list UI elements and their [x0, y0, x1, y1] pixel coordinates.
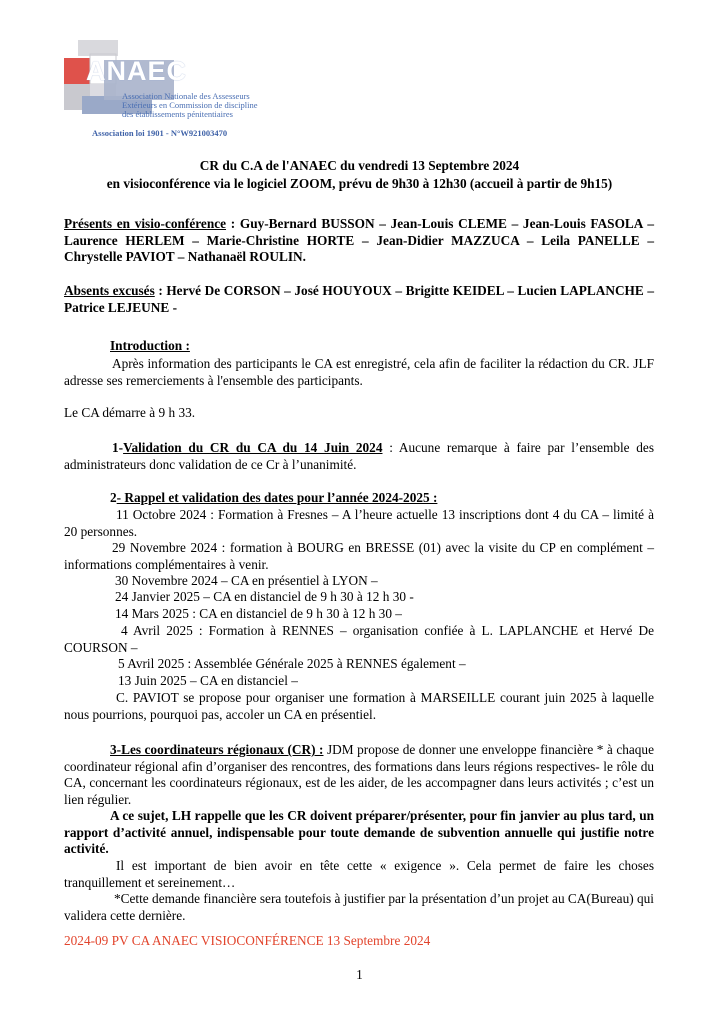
section-2-title: - Rappel et validation des dates pour l’année 2024-2025 :	[116, 490, 438, 505]
date-item-6: 4 Avril 2025 : Formation à RENNES – organisation confiée à L. LAPLANCHE et Hervé De COURSON –	[64, 623, 654, 655]
section-2-heading	[110, 490, 437, 506]
absent-names: : Hervé De CORSON – José HOUYOUX – Brigitte KEIDEL – Lucien LAPLANCHE – Patrice LEJEUNE -	[64, 283, 654, 315]
section-3-bold-reminder: A ce sujet, LH rappelle que les CR doivent préparer/présenter, pour fin janvier au plus tard, un rapport d’activité annuel, indispensable pour toute demande de subvention annuelle qui justifie notre activité.	[64, 808, 654, 857]
present-label: Présents en visio-conférence	[64, 216, 227, 231]
present-paragraph	[64, 216, 654, 266]
document-subtitle: en visioconférence via le logiciel ZOOM, prévu de 9h30 à 12h30 (accueil à partir de 9h15)	[106, 176, 613, 191]
document-title: CR du C.A de l'ANAEC du vendredi 13 Septembre 2024	[199, 158, 520, 173]
date-item-4: 24 Janvier 2025 – CA en distanciel de 9 h 30 à 12 h 30 -	[115, 589, 414, 604]
section-3-text: JDM propose de donner une enveloppe financière * à chaque coordinateur régional afin d’organiser des rencontres, des formations dans leurs régions respectives- le rôle du CA, concernant les coordinateurs régionaux, est de les aider, de les accompagner dans leurs activités ; c’est un lien régulier.	[64, 742, 654, 807]
section-3-paragraph-2: Il est important de bien avoir en tête cette « exigence ». Cela permet de faire les choses tranquillement et sereinement…	[64, 858, 654, 890]
section-2-number: 2	[110, 490, 117, 505]
date-item-1: 11 Octobre 2024 : Formation à Fresnes – A l’heure actuelle 13 inscriptions dont 4 du CA – limité à 20 personnes.	[64, 507, 654, 539]
section-1-text: : Aucune remarque à faire par l’ensemble des administrateurs donc validation de ce Cr à l’unanimité.	[64, 440, 654, 472]
date-item-2: 29 Novembre 2024 : formation à BOURG en BRESSE (01) avec la visite du CP en complément – informations complémentaires à venir.	[64, 540, 654, 572]
section-3	[64, 742, 654, 808]
logo-line-3: des établissements pénitentiaires	[122, 109, 233, 119]
logo-wordmark: ANAEC	[86, 56, 188, 86]
date-item-8: 13 Juin 2025 – CA en distanciel –	[118, 673, 298, 688]
date-item-7: 5 Avril 2025 : Assemblée Générale 2025 à RENNES également –	[118, 656, 466, 671]
anaec-logo	[64, 40, 304, 140]
start-time: Le CA démarre à 9 h 33.	[64, 405, 196, 420]
page-footer: 2024-09 PV CA ANAEC VISIOCONFÉRENCE 13 Septembre 2024	[64, 933, 431, 948]
section-1	[64, 440, 654, 473]
absent-label: Absents excusés	[64, 283, 155, 298]
logo-line-1: Association Nationale des Assesseurs	[122, 91, 250, 101]
intro-heading: Introduction :	[110, 338, 190, 353]
logo-graphic	[64, 40, 304, 140]
absent-paragraph	[64, 283, 654, 316]
date-item-9: C. PAVIOT se propose pour organiser une formation à MARSEILLE courant juin 2025 à laquelle nous pourrions, pourquoi pas, accoler un CA en présentiel.	[64, 690, 654, 722]
section-3-heading: 3-Les coordinateurs régionaux (CR) :	[110, 742, 324, 757]
section-1-number: 1-	[112, 440, 124, 455]
logo-line-2: Extérieurs en Commission de discipline	[122, 100, 258, 110]
section-1-heading: Validation du CR du CA du 14 Juin 2024	[123, 440, 383, 455]
section-3-paragraph-3: *Cette demande financière sera toutefois à justifier par la présentation d’un projet au CA(Bureau) qui validera cette dernière.	[64, 891, 654, 923]
date-item-5: 14 Mars 2025 : CA en distanciel de 9 h 30 à 12 h 30 –	[115, 606, 402, 621]
date-item-3: 30 Novembre 2024 – CA en présentiel à LYON –	[115, 573, 378, 588]
present-names: : Guy-Bernard BUSSON – Jean-Louis CLEME – Jean-Louis FASOLA – Laurence HERLEM – Marie-Christine HORTE – Jean-Didier MAZZUCA – Leila PANELLE – Chrystelle PAVIOT – Nathanaël ROULIN.	[64, 216, 654, 265]
page-number: 1	[356, 967, 363, 982]
association-registration: Association loi 1901 - N°W921003470	[92, 128, 228, 138]
intro-text: Après information des participants le CA est enregistré, cela afin de faciliter la rédaction du CR. JLF adresse ses remerciements à l'ensemble des participants.	[64, 356, 654, 388]
